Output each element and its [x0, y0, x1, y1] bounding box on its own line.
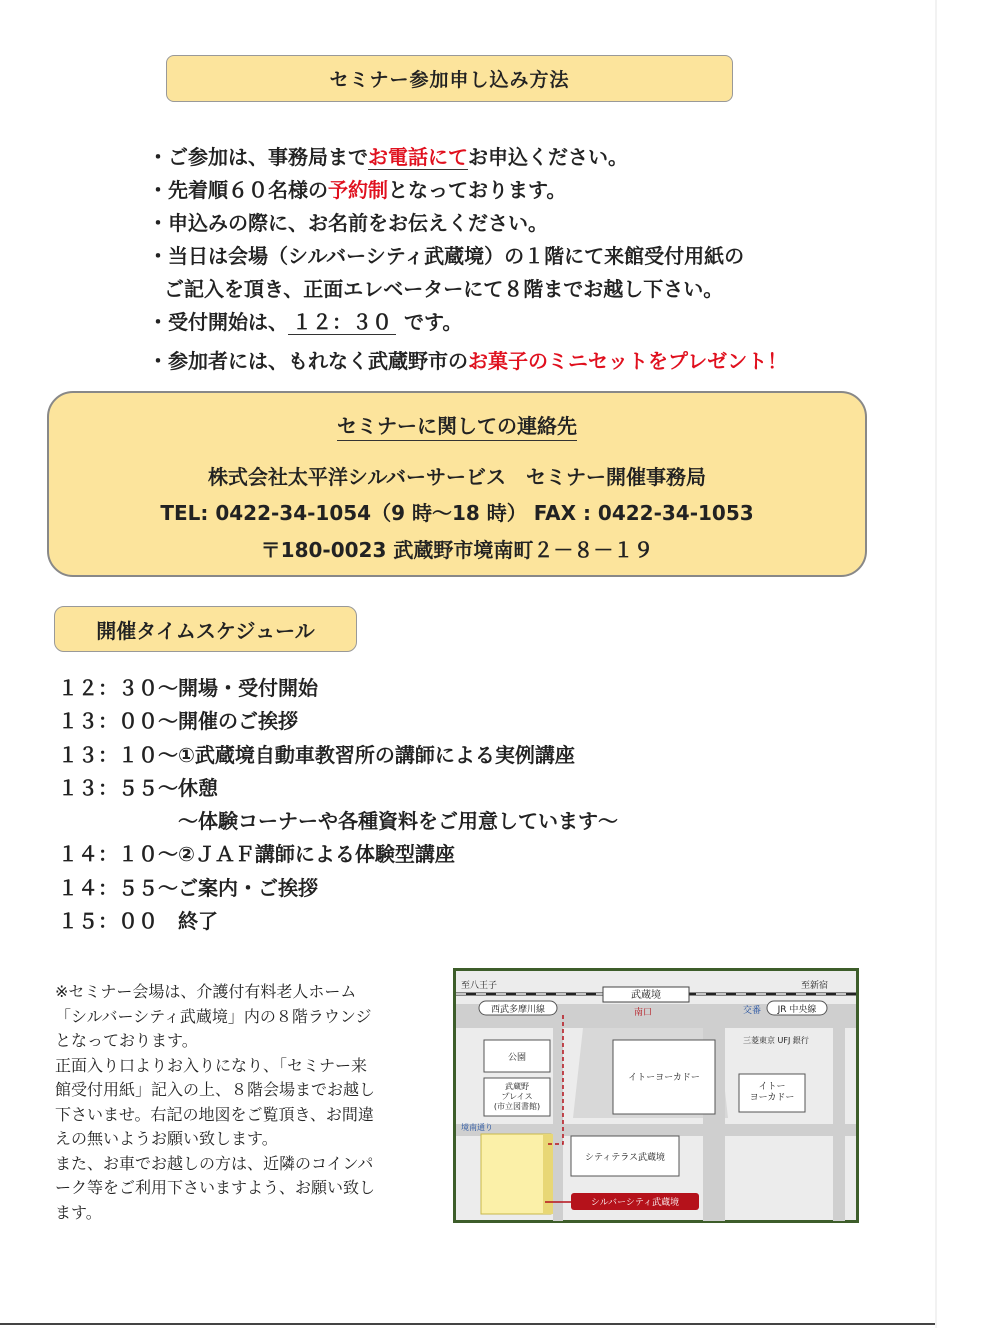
highlight-gift: お菓子のミニセットをプレゼント！: [468, 349, 788, 373]
bottom-rule: [0, 1323, 935, 1325]
bullet-name: ・申込みの際に、お名前をお伝えください。: [148, 211, 548, 235]
schedule-item: １４：５５～ご案内・ご挨拶: [58, 875, 318, 900]
application-bullets: [148, 141, 888, 378]
building-silver-city: [481, 1134, 551, 1214]
bullet-venue-line2: ご記入を頂き、正面エレベーターにて８階までお越し下さい。: [164, 277, 724, 301]
road-west: [553, 1028, 563, 1221]
contact-phone: TEL: 0422-34-1054（9 時～18 時） FAX : 0422-34-1053: [160, 501, 754, 525]
road-far-east: [833, 1028, 845, 1221]
label-plaza: 武蔵野プレイス(市立図書館): [493, 1082, 541, 1111]
schedule-item: １３：１０～①武蔵境自動車教習所の講師による実例講座: [58, 742, 575, 767]
schedule-item: １２：３０～開場・受付開始: [58, 676, 318, 700]
label-itoyokado-main: イトーヨーカドー: [628, 1073, 700, 1083]
venue-note: [55, 980, 440, 1225]
bullet-reception-time: [148, 306, 888, 339]
schedule-item: ～体験コーナーや各種資料をご用意しています～: [58, 809, 618, 834]
bullet-text: ・受付開始は、: [148, 310, 288, 334]
schedule-item: １３：００～開催のご挨拶: [58, 709, 298, 734]
schedule-item: １３：５５～休憩: [58, 775, 218, 800]
label-itoyokado-annex: イトーヨーカドー: [749, 1082, 795, 1103]
label-bank: 三菱東京 UFJ 銀行: [743, 1036, 809, 1045]
bullet-gift: [148, 345, 888, 378]
label-south-exit: 南口: [633, 1008, 653, 1018]
note-line: ※セミナー会場は、介護付有料老人ホーム: [55, 982, 357, 1001]
schedule-title-banner: [54, 606, 357, 652]
schedule-item: １５：００ 終了: [58, 909, 218, 934]
method-title: セミナー参加申し込み方法: [329, 69, 570, 91]
note-line: となっております。: [55, 1031, 198, 1050]
note-line: ます。: [55, 1202, 102, 1222]
bullet-phone: [148, 141, 888, 174]
label-seibu-line: 西武多摩川線: [490, 1005, 546, 1015]
label-silver-city: シルバーシティ武蔵境: [590, 1198, 680, 1208]
method-title-banner: [166, 55, 733, 102]
label-station: 武蔵境: [631, 990, 661, 1001]
schedule-item: １４：１０～②ＪＡＦ講師による体験型講座: [58, 842, 455, 867]
bullet-venue-line1: ・当日は会場（シルバーシティ武蔵境）の１階にて来館受付用紙の: [148, 244, 745, 268]
reception-time: １２：３０: [288, 310, 396, 335]
bullet-text: となっております。: [388, 178, 567, 202]
contact-heading-text: セミナーに関しての連絡先: [337, 414, 577, 441]
bullet-reservation: [148, 174, 888, 207]
note-line: 「シルバーシティ武蔵境」内の８階ラウンジ: [55, 1006, 372, 1026]
contact-box: [47, 391, 867, 577]
note-line: えの無いようお願い致します。: [55, 1129, 278, 1148]
bullet-text: ・先着順６０名様の: [148, 178, 328, 202]
note-line: 館受付用紙」記入の上、８階会場までお越し: [55, 1080, 376, 1099]
note-line: 下さいませ。右記の地図をご覧頂き、お間違: [55, 1104, 374, 1124]
schedule-list: [58, 672, 618, 938]
bullet-text: です。: [404, 310, 463, 334]
schedule-title: 開催タイムスケジュール: [96, 618, 315, 643]
contact-company: 株式会社太平洋シルバーサービス セミナー開催事務局: [207, 465, 707, 489]
label-jr-line: JR 中央線: [777, 1005, 817, 1015]
label-city-terrace: シティテラス武蔵境: [584, 1153, 666, 1163]
contact-address: 〒180-0023 武蔵野市境南町２－８－１９: [260, 538, 654, 562]
note-line: また、お車でお越しの方は、近隣のコインパ: [55, 1153, 374, 1173]
page-edge: [935, 0, 937, 1328]
contact-heading: [49, 410, 865, 439]
label-to-shinjuku: 至新宿: [801, 981, 829, 991]
label-to-hachioji: 至八王子: [461, 981, 498, 991]
label-kyonan-street: 境南通り: [461, 1123, 493, 1132]
bullet-text: お申込ください。: [468, 145, 628, 169]
label-koban: 交番: [743, 1006, 762, 1016]
highlight-reservation: 予約制: [328, 178, 388, 202]
note-line: ーク等をご利用下さいますよう、お願い致し: [55, 1178, 376, 1197]
note-line: 正面入り口よりお入りになり、「セミナー来: [55, 1055, 368, 1075]
label-park: 公園: [507, 1053, 527, 1063]
bullet-text: ・ご参加は、事務局まで: [148, 145, 368, 169]
bullet-text: ・参加者には、もれなく武蔵野市の: [148, 349, 468, 373]
venue-map: [453, 968, 859, 1223]
highlight-phone: お電話にて: [368, 145, 468, 169]
